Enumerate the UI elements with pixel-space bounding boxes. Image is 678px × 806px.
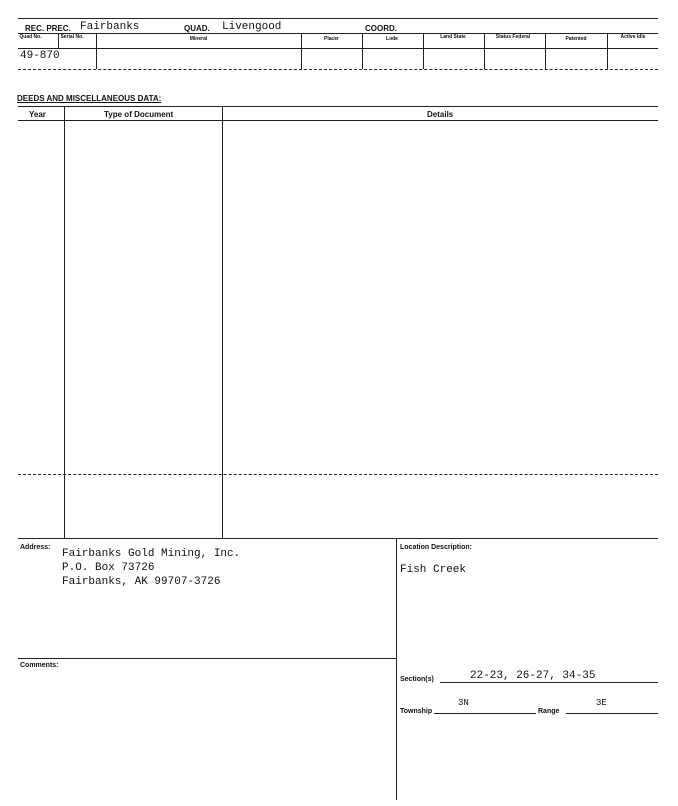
rec-prec-label: REC. PREC. [25, 24, 71, 33]
col-land-state: Land State [440, 34, 466, 40]
deeds-bottom-rule [18, 538, 658, 539]
range-underline [566, 713, 658, 714]
col-placer: Placer [323, 36, 339, 42]
col-type-of-document: Type of Document [104, 110, 174, 119]
location-label: Location Description: [400, 544, 472, 551]
range-value: 3E [596, 698, 607, 708]
col-quad-no: Quad No. [19, 34, 42, 40]
deeds-header-bottom-rule [18, 120, 658, 121]
quad-serial-value: 49-870 [20, 50, 60, 62]
coord-label: COORD. [365, 24, 397, 33]
deeds-title: DEEDS AND MISCELLANEOUS DATA: [17, 94, 162, 103]
divider-serial [96, 33, 97, 69]
deeds-dashed-rule [18, 474, 658, 475]
address-location-divider [396, 538, 397, 800]
col-mineral: Mineral [189, 36, 208, 42]
address-line-1: Fairbanks Gold Mining, Inc. [62, 548, 241, 560]
col-patented: Patented [565, 36, 587, 42]
comments-label: Comments: [20, 662, 59, 669]
range-label: Range [538, 708, 560, 715]
divider-quad [58, 33, 59, 48]
quad-label: QUAD. [184, 24, 210, 33]
divider-land [484, 33, 485, 69]
address-line-3: Fairbanks, AK 99707-3726 [62, 576, 221, 588]
col-lode: Lode [386, 36, 398, 42]
location-value: Fish Creek [400, 564, 467, 576]
quad-value: Livengood [222, 21, 282, 33]
record-dashed-rule [18, 69, 658, 70]
header-rule [18, 33, 658, 34]
deeds-top-rule [18, 106, 658, 107]
section-underline [440, 682, 658, 683]
divider-status [545, 33, 546, 69]
col-status-federal: Status Federal [495, 34, 531, 40]
rec-prec-value: Fairbanks [80, 21, 140, 33]
col-year: Year [29, 110, 46, 119]
township-label: Township [400, 708, 433, 715]
col-details: Details [427, 110, 454, 119]
divider-lode [423, 33, 424, 69]
divider-patented [607, 33, 608, 69]
address-label: Address: [20, 544, 51, 551]
township-value: 3N [458, 698, 469, 708]
section-value: 22-23, 26-27, 34-35 [470, 670, 596, 682]
col-serial-no: Serial No. [60, 34, 84, 40]
address-line-2: P.O. Box 73726 [62, 562, 155, 574]
section-label: Section(s) [400, 676, 434, 683]
top-rule [18, 18, 658, 19]
divider-placer [362, 33, 363, 69]
township-underline [434, 713, 536, 714]
comments-top-rule [18, 658, 396, 659]
divider-mineral [301, 33, 302, 69]
header-bottom-rule [18, 48, 658, 49]
col-active-idle: Active Idle [620, 34, 646, 40]
